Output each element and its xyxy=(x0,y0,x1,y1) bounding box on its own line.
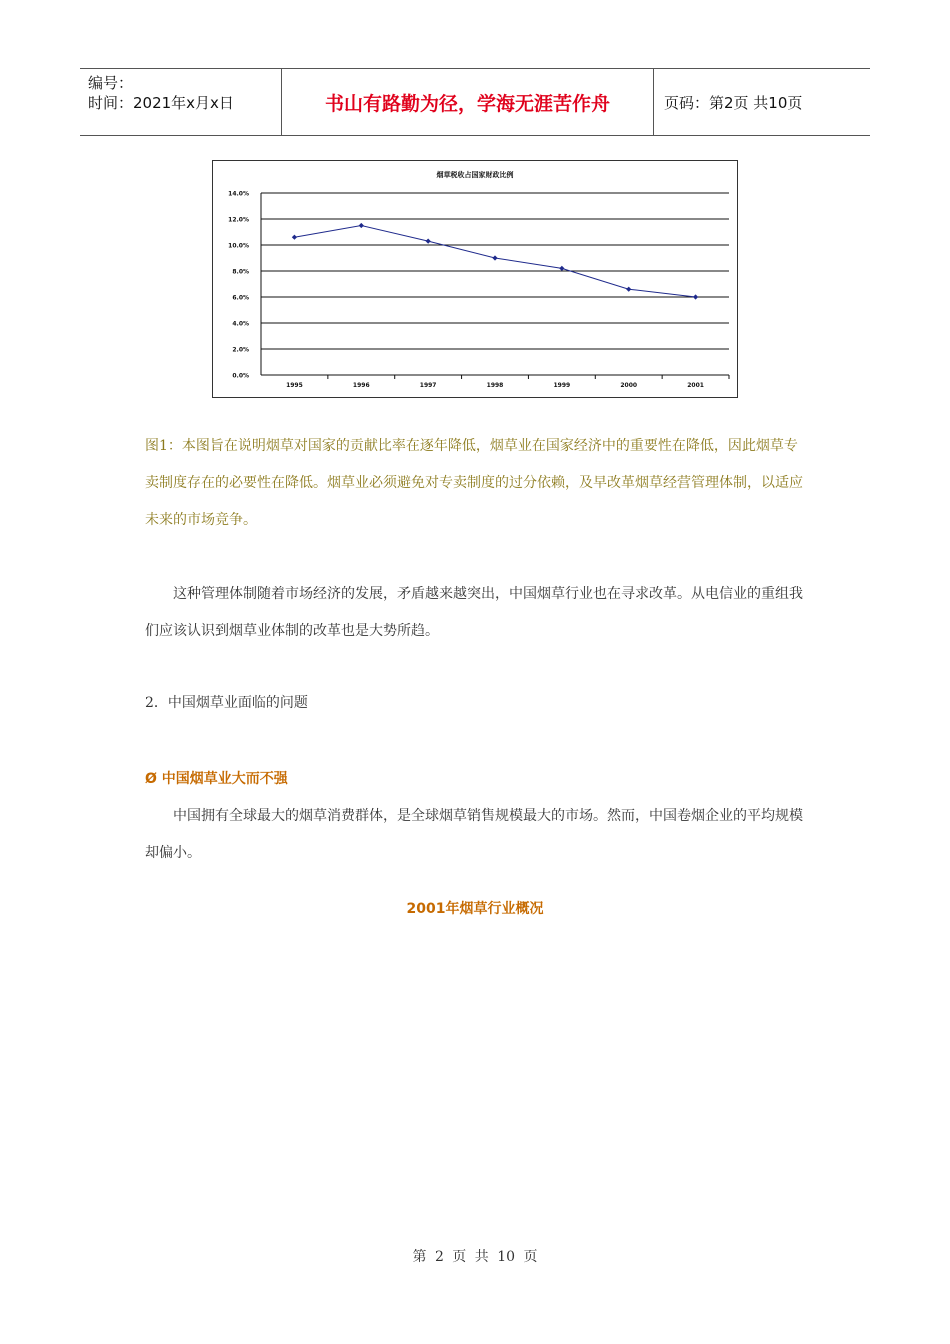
header-info-cell xyxy=(80,69,282,135)
table-subtitle: 2001年烟草行业概况 xyxy=(406,901,544,917)
y-tick-label: 4.0% xyxy=(232,320,249,328)
data-point xyxy=(292,235,297,240)
y-tick-label: 8.0% xyxy=(232,268,249,276)
data-point xyxy=(426,239,431,244)
figure-caption: 图1：本图旨在说明烟草对国家的贡献比率在逐年降低，烟草业在国家经济中的重要性在降低，因此烟草专卖制度存在的必要性在降低。烟草业必须避免对专卖制度的过分依赖，及早改革烟草经营管理体制，以适应未来的市场竞争。 xyxy=(145,438,803,528)
x-tick-label: 1997 xyxy=(419,382,437,389)
data-point xyxy=(359,223,364,228)
x-tick-label: 2001 xyxy=(687,382,704,389)
header-table xyxy=(80,68,870,136)
y-tick-label: 10.0% xyxy=(228,242,249,250)
paragraph-reform: 这种管理体制随着市场经济的发展，矛盾越来越突出，中国烟草行业也在寻求改革。从电信业的重组我们应该认识到烟草业体制的改革也是大势所趋。 xyxy=(145,586,803,639)
page-footer: 第 2 页 共 10 页 xyxy=(412,1249,538,1265)
x-tick-label: 1996 xyxy=(352,382,370,389)
serial-label: 编号： xyxy=(88,74,134,92)
y-tick-label: 0.0% xyxy=(232,372,249,380)
y-tick-label: 2.0% xyxy=(232,346,249,354)
x-tick-label: 2000 xyxy=(620,382,638,389)
data-point xyxy=(626,287,631,292)
series-line xyxy=(294,226,695,298)
y-tick-label: 12.0% xyxy=(228,216,249,224)
chart-title: 烟草税收占国家财政比例 xyxy=(436,171,514,179)
data-point xyxy=(559,266,564,271)
line-chart xyxy=(212,160,738,398)
x-tick-label: 1999 xyxy=(553,382,571,389)
bullet-heading: Ø 中国烟草业大而不强 xyxy=(145,771,288,787)
motto: 书山有路勤为径，学海无涯苦作舟 xyxy=(282,69,654,135)
data-point xyxy=(693,294,698,299)
section-heading: 2．中国烟草业面临的问题 xyxy=(145,695,308,711)
chart-canvas xyxy=(213,161,737,397)
y-tick-label: 6.0% xyxy=(232,294,249,302)
data-point xyxy=(492,255,497,260)
page-number-label: 页码：第2页 共10页 xyxy=(664,93,803,112)
paragraph-scale: 中国拥有全球最大的烟草消费群体，是全球烟草销售规模最大的市场。然而，中国卷烟企业的平均规模却偏小。 xyxy=(145,808,803,861)
time-label: 时间：2021年x月x日 xyxy=(88,94,234,112)
x-tick-label: 1995 xyxy=(286,382,303,389)
y-tick-label: 14.0% xyxy=(228,190,249,198)
x-tick-label: 1998 xyxy=(486,382,504,389)
